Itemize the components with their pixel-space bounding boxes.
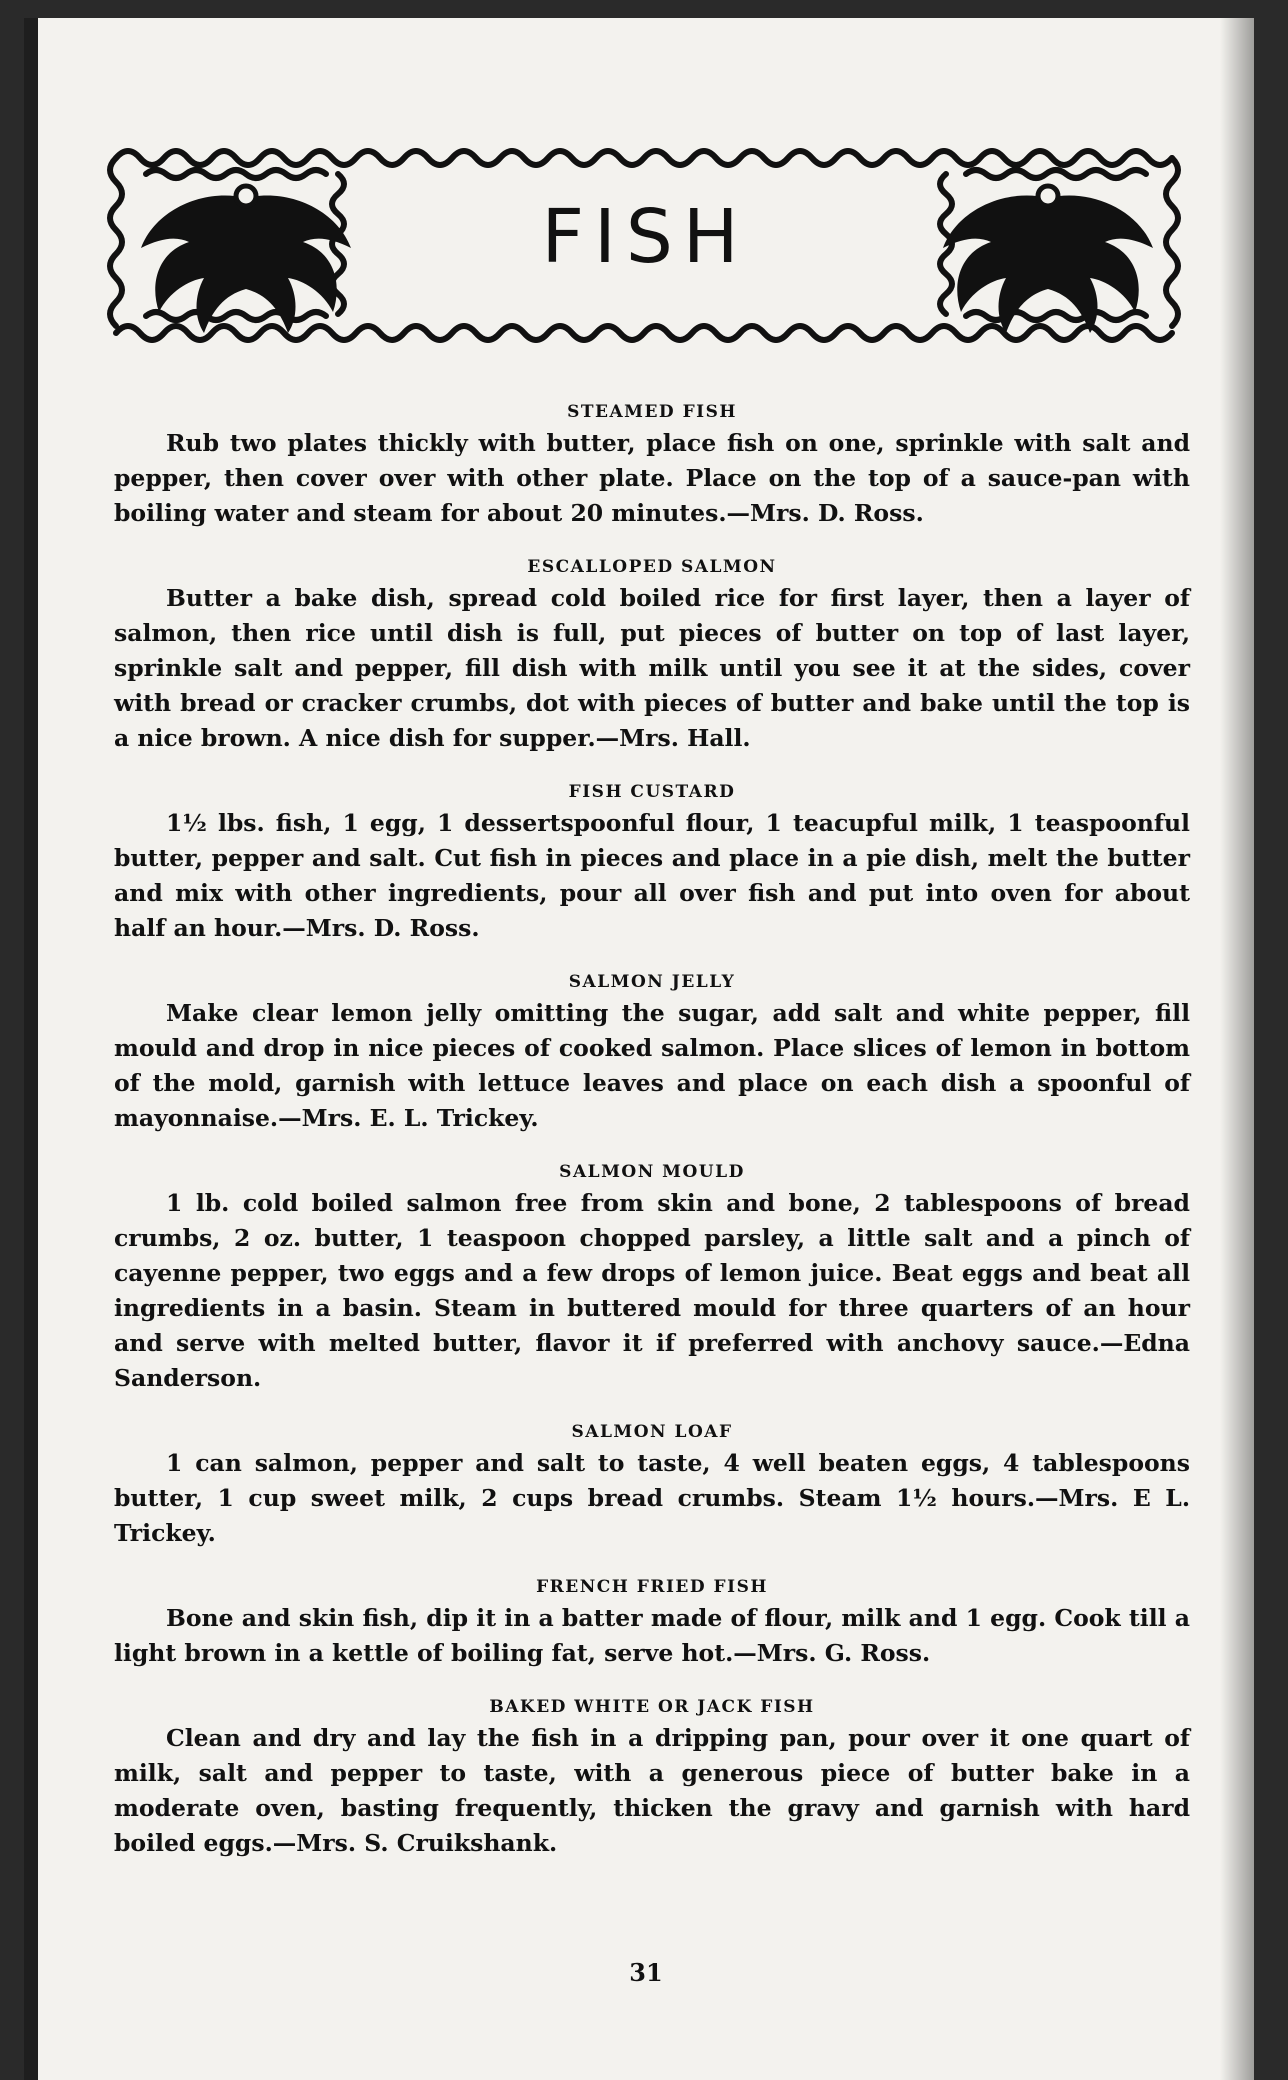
recipe-body: 1½ lbs. fish, 1 egg, 1 dessertspoonful flour, 1 teacupful milk, 1 teaspoonful butter, pepper and salt. Cut fish in pieces and place in a pie dish, melt the butter and mix with other ingredients, pour all over fish and put into oven for about half an hour.—Mrs. D. Ross. <box>114 809 1190 942</box>
recipe-baked-white-or-jack-fish <box>114 1697 1190 1861</box>
recipe-list <box>114 402 1190 1887</box>
recipe-title: FISH CUSTARD <box>568 782 736 802</box>
recipe-fish-custard <box>114 782 1190 946</box>
recipe-steamed-fish <box>114 402 1190 531</box>
recipe-body: Bone and skin fish, dip it in a batter made of flour, milk and 1 egg. Cook till a light brown in a kettle of boiling fat, serve hot.—Mrs. G. Ross. <box>114 1604 1190 1667</box>
recipe-title: SALMON JELLY <box>568 972 736 992</box>
page-edge-shadow <box>1220 18 1254 2080</box>
recipe-salmon-mould <box>114 1162 1190 1396</box>
recipe-body: Make clear lemon jelly omitting the sugar, add salt and white pepper, fill mould and drop in nice pieces of cooked salmon. Place slices of lemon in bottom of the mold, garnish with lettuce leaves and place on each dish a spoonful of mayonnaise.—Mrs. E. L. Trickey. <box>114 999 1190 1132</box>
page-number: 31 <box>629 1958 663 1987</box>
recipe-french-fried-fish <box>114 1577 1190 1671</box>
recipe-title: SALMON LOAF <box>571 1422 733 1442</box>
recipe-body: Butter a bake dish, spread cold boiled rice for first layer, then a layer of salmon, then rice until dish is full, put pieces of butter on top of last layer, sprinkle salt and pepper, fill dish with milk until you see it at the sides, cover with bread or cracker crumbs, dot with pieces of butter and bake until the top is a nice brown. A nice dish for supper.—Mrs. Hall. <box>114 584 1190 752</box>
cookbook-page <box>24 18 1254 2080</box>
recipe-body: 1 lb. cold boiled salmon free from skin and bone, 2 tablespoons of bread crumbs, 2 oz. butter, 1 teaspoon chopped parsley, a little salt and a pinch of cayenne pepper, two eggs and a few drops of lemon juice. Beat eggs and beat all ingredients in a basin. Steam in buttered mould for three quarters of an hour and serve with melted butter, flavor it if preferred with anchovy sauce.—Edna Sanderson. <box>114 1189 1190 1392</box>
recipe-title: STEAMED FISH <box>567 402 737 422</box>
page-title: FISH <box>541 194 749 280</box>
recipe-salmon-loaf <box>114 1422 1190 1551</box>
recipe-title: ESCALLOPED SALMON <box>527 557 777 577</box>
recipe-salmon-jelly <box>114 972 1190 1136</box>
recipe-escalloped-salmon <box>114 557 1190 756</box>
recipe-title: BAKED WHITE OR JACK FISH <box>489 1697 815 1717</box>
recipe-body: 1 can salmon, pepper and salt to taste, 4 well beaten eggs, 4 tablespoons butter, 1 cup sweet milk, 2 cups bread crumbs. Steam 1½ hours.—Mrs. E L. Trickey. <box>114 1449 1190 1547</box>
recipe-body: Rub two plates thickly with butter, place fish on one, sprinkle with salt and pepper, then cover over with other plate. Place on the top of a sauce-pan with boiling water and steam for about 20 minutes.—Mrs. D. Ross. <box>114 429 1190 527</box>
recipe-title: FRENCH FRIED FISH <box>536 1577 768 1597</box>
recipe-body: Clean and dry and lay the fish in a dripping pan, pour over it one quart of milk, salt and pepper to taste, with a generous piece of butter bake in a moderate oven, basting frequently, thicken the gravy and garnish with hard boiled eggs.—Mrs. S. Cruikshank. <box>114 1724 1190 1857</box>
recipe-title: SALMON MOULD <box>559 1162 745 1182</box>
title-banner <box>106 128 1184 363</box>
